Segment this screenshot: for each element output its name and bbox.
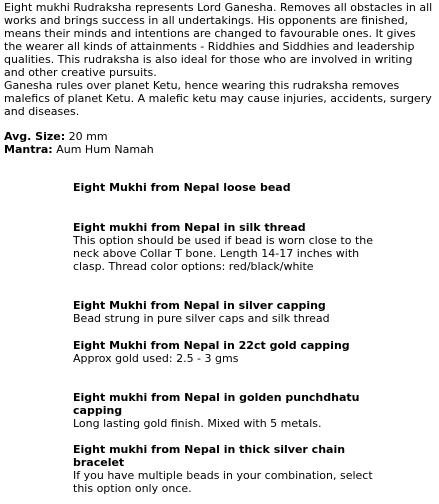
option-punchdhatu-capping bbox=[73, 391, 373, 430]
option-title: Eight mukhi from Nepal in silk thread bbox=[73, 221, 306, 234]
option-silk-thread bbox=[73, 221, 373, 273]
option-title: Eight mukhi from Nepal in golden punchdhatu capping bbox=[73, 391, 360, 417]
option-title: Eight Mukhi from Nepal in silver capping bbox=[73, 299, 326, 312]
description-paragraph: Eight mukhi Rudraksha represents Lord Ganesha. Removes all obstacles in all works and brings success in all undertakings. His opponents are finished, means their minds and intentions are changed to favourable ones. It gives the wearer all kinds of attainments - Riddhies and Siddhies and leadership qualities. This rudraksha is also ideal for those who are involved in writing and other creative pursuits. bbox=[4, 1, 433, 79]
size-value: 20 mm bbox=[65, 130, 108, 143]
product-specs bbox=[4, 130, 434, 156]
option-description: If you have multiple beads in your combination, select this option only once. bbox=[73, 469, 373, 495]
option-gold-capping bbox=[73, 339, 373, 365]
option-description: Bead strung in pure silver caps and silk thread bbox=[73, 312, 330, 325]
description-paragraph: Ganesha rules over planet Ketu, hence wearing this rudraksha removes malefics of planet Ketu. A malefic ketu may cause injuries, accidents, surgery and diseases. bbox=[4, 79, 432, 118]
mantra-row bbox=[4, 143, 434, 156]
option-chain-bracelet bbox=[73, 443, 373, 495]
option-title: Eight mukhi from Nepal in thick silver chain bracelet bbox=[73, 443, 346, 469]
option-description: This option should be used if bead is worn close to the neck above Collar T bone. Length 14-17 inches with clasp. Thread color options: red/black/white bbox=[73, 234, 374, 273]
size-row bbox=[4, 130, 434, 143]
option-description: Long lasting gold finish. Mixed with 5 metals. bbox=[73, 417, 322, 430]
option-title: Eight Mukhi from Nepal in 22ct gold capping bbox=[73, 339, 350, 352]
product-description bbox=[4, 1, 436, 118]
option-loose-bead bbox=[73, 181, 373, 194]
option-silver-capping bbox=[73, 299, 373, 325]
option-title: Eight Mukhi from Nepal loose bead bbox=[73, 181, 291, 194]
mantra-label: Mantra: bbox=[4, 143, 53, 156]
size-label: Avg. Size: bbox=[4, 130, 66, 143]
mantra-value: Aum Hum Namah bbox=[52, 143, 154, 156]
option-description: Approx gold used: 2.5 - 3 gms bbox=[73, 352, 239, 365]
